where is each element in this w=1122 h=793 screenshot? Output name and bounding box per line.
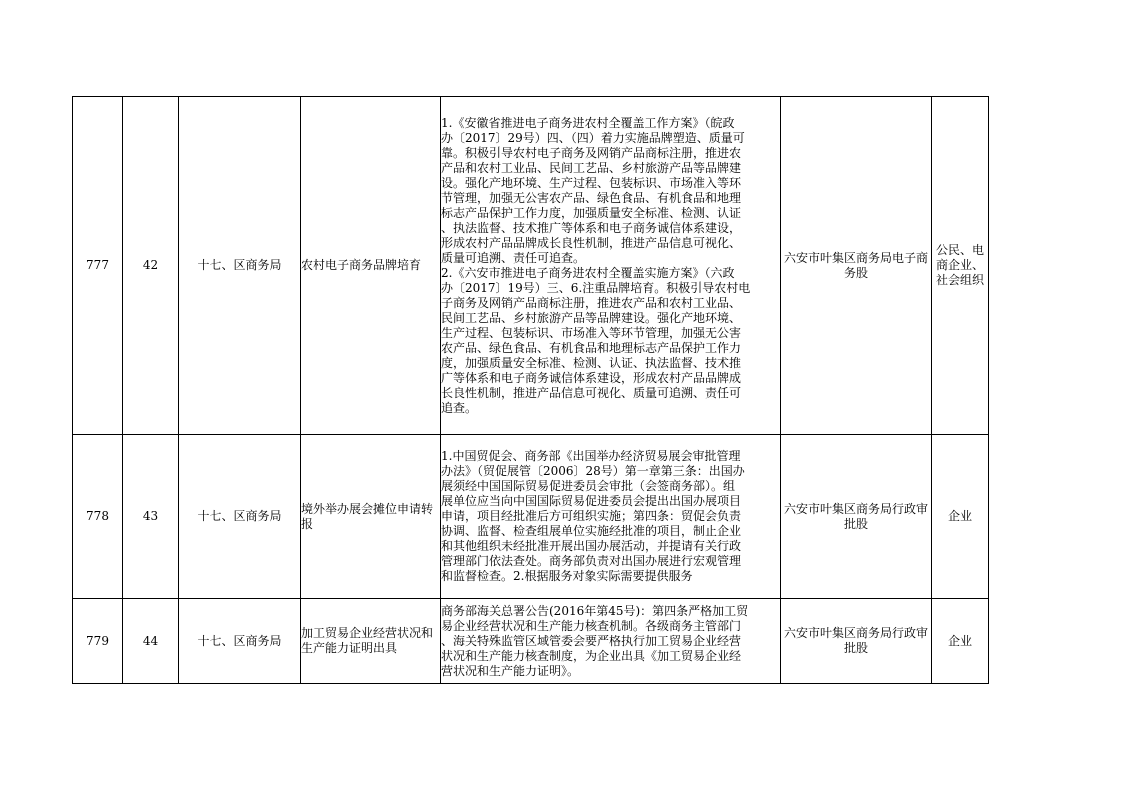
sub-seq-cell: 44 [123,599,179,684]
seq-cell: 778 [73,435,123,599]
basis-line: 和监督检查。2.根据服务对象实际需要提供服务 [441,569,693,583]
item-name-cell: 农村电子商务品牌培育 [301,97,441,435]
basis-text [441,449,780,584]
basis-line: 形成农村产品品牌成长良性机制，推进产品信息可视化、 [441,235,742,250]
seq-cell: 779 [73,599,123,684]
basis-line: 度，加强质量安全标准、检测、认证、执法监督、技术推 [441,355,742,370]
basis-line: 展须经中国国际贸易促进委员会审批（会签商务部）。组 [441,479,736,493]
basis-cell [441,97,781,435]
item-name-cell: 加工贸易企业经营状况和生产能力证明出具 [301,599,441,684]
basis-line: 靠。积极引导农村电子商务及网销产品商标注册，推进农 [441,145,742,160]
basis-text [441,116,780,416]
basis-line: 办法》（贸促展管〔2006〕28号）第一章第三条：出国办 [441,464,745,478]
basis-line: 广等体系和电子商务诚信体系建设，形成农村产品品牌成 [441,370,742,385]
table-body [73,97,989,684]
basis-line: 商务部海关总署公告(2016年第45号)：第四条严格加工贸 [441,603,749,618]
basis-line: 2.《六安市推进电子商务进农村全覆盖实施方案》（六政 [441,265,735,280]
basis-line: 产品和农村工业品、民间工艺品、乡村旅游产品等品牌建 [441,160,742,175]
basis-line: 、海关特殊监管区域管委会要严格执行加工贸易企业经营 [441,633,742,648]
sub-seq-cell: 43 [123,435,179,599]
table-row [73,97,989,435]
basis-line: 办〔2017〕19号）三、6.注重品牌培育。积极引导农村电 [441,280,751,295]
unit-cell: 六安市叶集区商务局行政审批股 [781,435,932,599]
item-name-cell: 境外举办展会摊位申请转报 [301,435,441,599]
basis-line: 状况和生产能力核查制度，为企业出具《加工贸易企业经 [441,648,742,663]
basis-line: 生产过程、包装标识、市场准入等环节管理，加强无公害 [441,325,742,340]
basis-line: 追查。 [441,400,478,415]
unit-cell: 六安市叶集区商务局行政审批股 [781,599,932,684]
basis-line: 管理部门依法查处。商务部负责对出国办展进行宏观管理 [441,554,742,568]
seq-cell: 777 [73,97,123,435]
basis-line: 民间工艺品、乡村旅游产品等品牌建设。强化产地环境、 [441,310,742,325]
target-cell: 企业 [932,435,989,599]
unit-cell: 六安市叶集区商务局电子商务股 [781,97,932,435]
department-cell: 十七、区商务局 [179,599,301,684]
basis-line: 展单位应当向中国国际贸易促进委员会提出出国办展项目 [441,494,742,508]
target-cell: 公民、电商企业、社会组织 [932,97,989,435]
basis-line: 质量可追溯、责任可追查。 [441,250,586,265]
basis-line: 节管理，加强无公害农产品、绿色食品、有机食品和地理 [441,190,742,205]
table-row [73,599,989,684]
basis-line: 、执法监督、技术推广等体系和电子商务诚信体系建设， [441,220,742,235]
basis-line: 子商务及网销产品商标注册，推进农产品和农村工业品、 [441,295,742,310]
basis-line: 标志产品保护工作力度，加强质量安全标准、检测、认证 [441,205,742,220]
basis-line: 办〔2017〕29号）四、（四）着力实施品牌塑造、质量可 [441,130,745,145]
department-cell: 十七、区商务局 [179,435,301,599]
basis-line: 1.中国贸促会、商务部《出国举办经济贸易展会审批管理 [441,449,741,463]
basis-line: 营状况和生产能力证明》。 [441,663,580,678]
basis-cell [441,435,781,599]
basis-line: 1.《安徽省推进电子商务进农村全覆盖工作方案》（皖政 [441,115,735,130]
basis-line: 协调、监督、检查组展单位实施经批准的项目，制止企业 [441,524,742,538]
basis-line: 易企业经营状况和生产能力核查机制。各级商务主管部门 [441,618,742,633]
basis-cell [441,599,781,684]
department-cell: 十七、区商务局 [179,97,301,435]
basis-line: 和其他组织未经批准开展出国办展活动，并提请有关行政 [441,539,742,553]
basis-line: 申请，项目经批准后方可组织实施；第四条：贸促会负责 [441,509,742,523]
target-cell: 企业 [932,599,989,684]
service-items-table [72,96,989,684]
table-row [73,435,989,599]
basis-line: 设。强化产地环境、生产过程、包装标识、市场准入等环 [441,175,742,190]
sub-seq-cell: 42 [123,97,179,435]
basis-line: 长良性机制，推进产品信息可视化、质量可追溯、责任可 [441,385,742,400]
basis-line: 农产品、绿色食品、有机食品和地理标志产品保护工作力 [441,340,742,355]
basis-text [441,604,780,679]
